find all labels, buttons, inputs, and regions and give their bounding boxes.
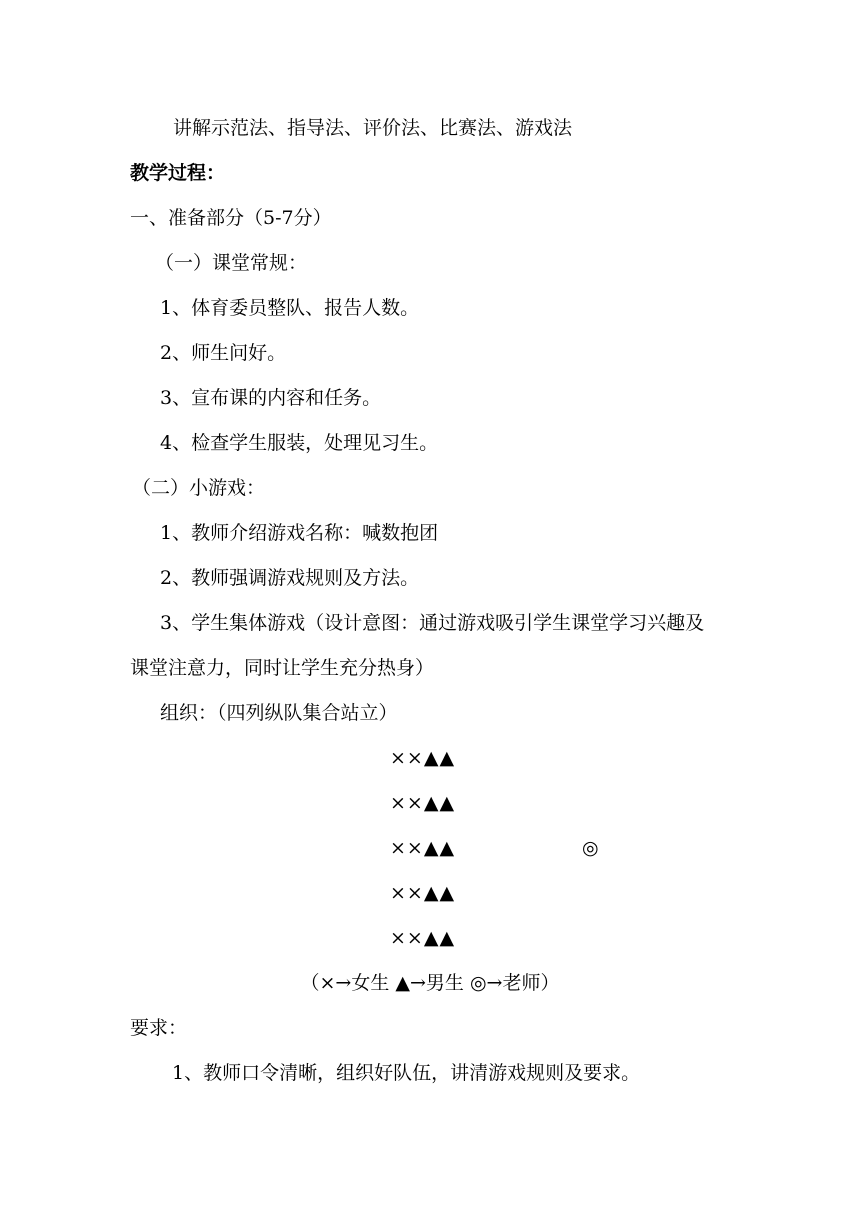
teaching-process-heading: 教学过程： bbox=[130, 162, 226, 184]
game-item-continuation: 课堂注意力，同时让学生充分热身） bbox=[130, 657, 435, 679]
formation-row: ××▲▲ bbox=[390, 837, 456, 859]
organization-line: 组织：（四列纵队集合站立） bbox=[160, 702, 398, 724]
teaching-methods-line: 讲解示范法、指导法、评价法、比赛法、游戏法 bbox=[173, 117, 573, 139]
routine-item: 3、宣布课的内容和任务。 bbox=[160, 387, 382, 409]
routine-item: 4、检查学生服装，处理见习生。 bbox=[160, 432, 439, 454]
game-item: 3、学生集体游戏（设计意图：通过游戏吸引学生课堂学习兴趣及 bbox=[160, 612, 705, 634]
routine-item: 1、体育委员整队、报告人数。 bbox=[160, 297, 420, 319]
part1-heading: 一、准备部分（5-7分） bbox=[130, 207, 332, 229]
routine-heading: （一）课堂常规： bbox=[155, 252, 308, 274]
requirement-item: 1、教师口令清晰，组织好队伍，讲清游戏规则及要求。 bbox=[172, 1062, 641, 1084]
formation-row: ××▲▲ bbox=[390, 927, 456, 949]
formation-row: ××▲▲ bbox=[390, 882, 456, 904]
routine-item: 2、师生问好。 bbox=[160, 342, 287, 364]
formation-row: ××▲▲ bbox=[390, 747, 456, 769]
game-item: 1、教师介绍游戏名称：喊数抱团 bbox=[160, 522, 439, 544]
game-item: 2、教师强调游戏规则及方法。 bbox=[160, 567, 420, 589]
game-heading: （二）小游戏： bbox=[132, 477, 266, 499]
formation-row: ××▲▲ bbox=[390, 792, 456, 814]
formation-legend: （×→女生 ▲→男生 ◎→老师） bbox=[300, 972, 560, 994]
requirements-heading: 要求： bbox=[130, 1017, 188, 1039]
teacher-symbol: ◎ bbox=[582, 837, 599, 859]
